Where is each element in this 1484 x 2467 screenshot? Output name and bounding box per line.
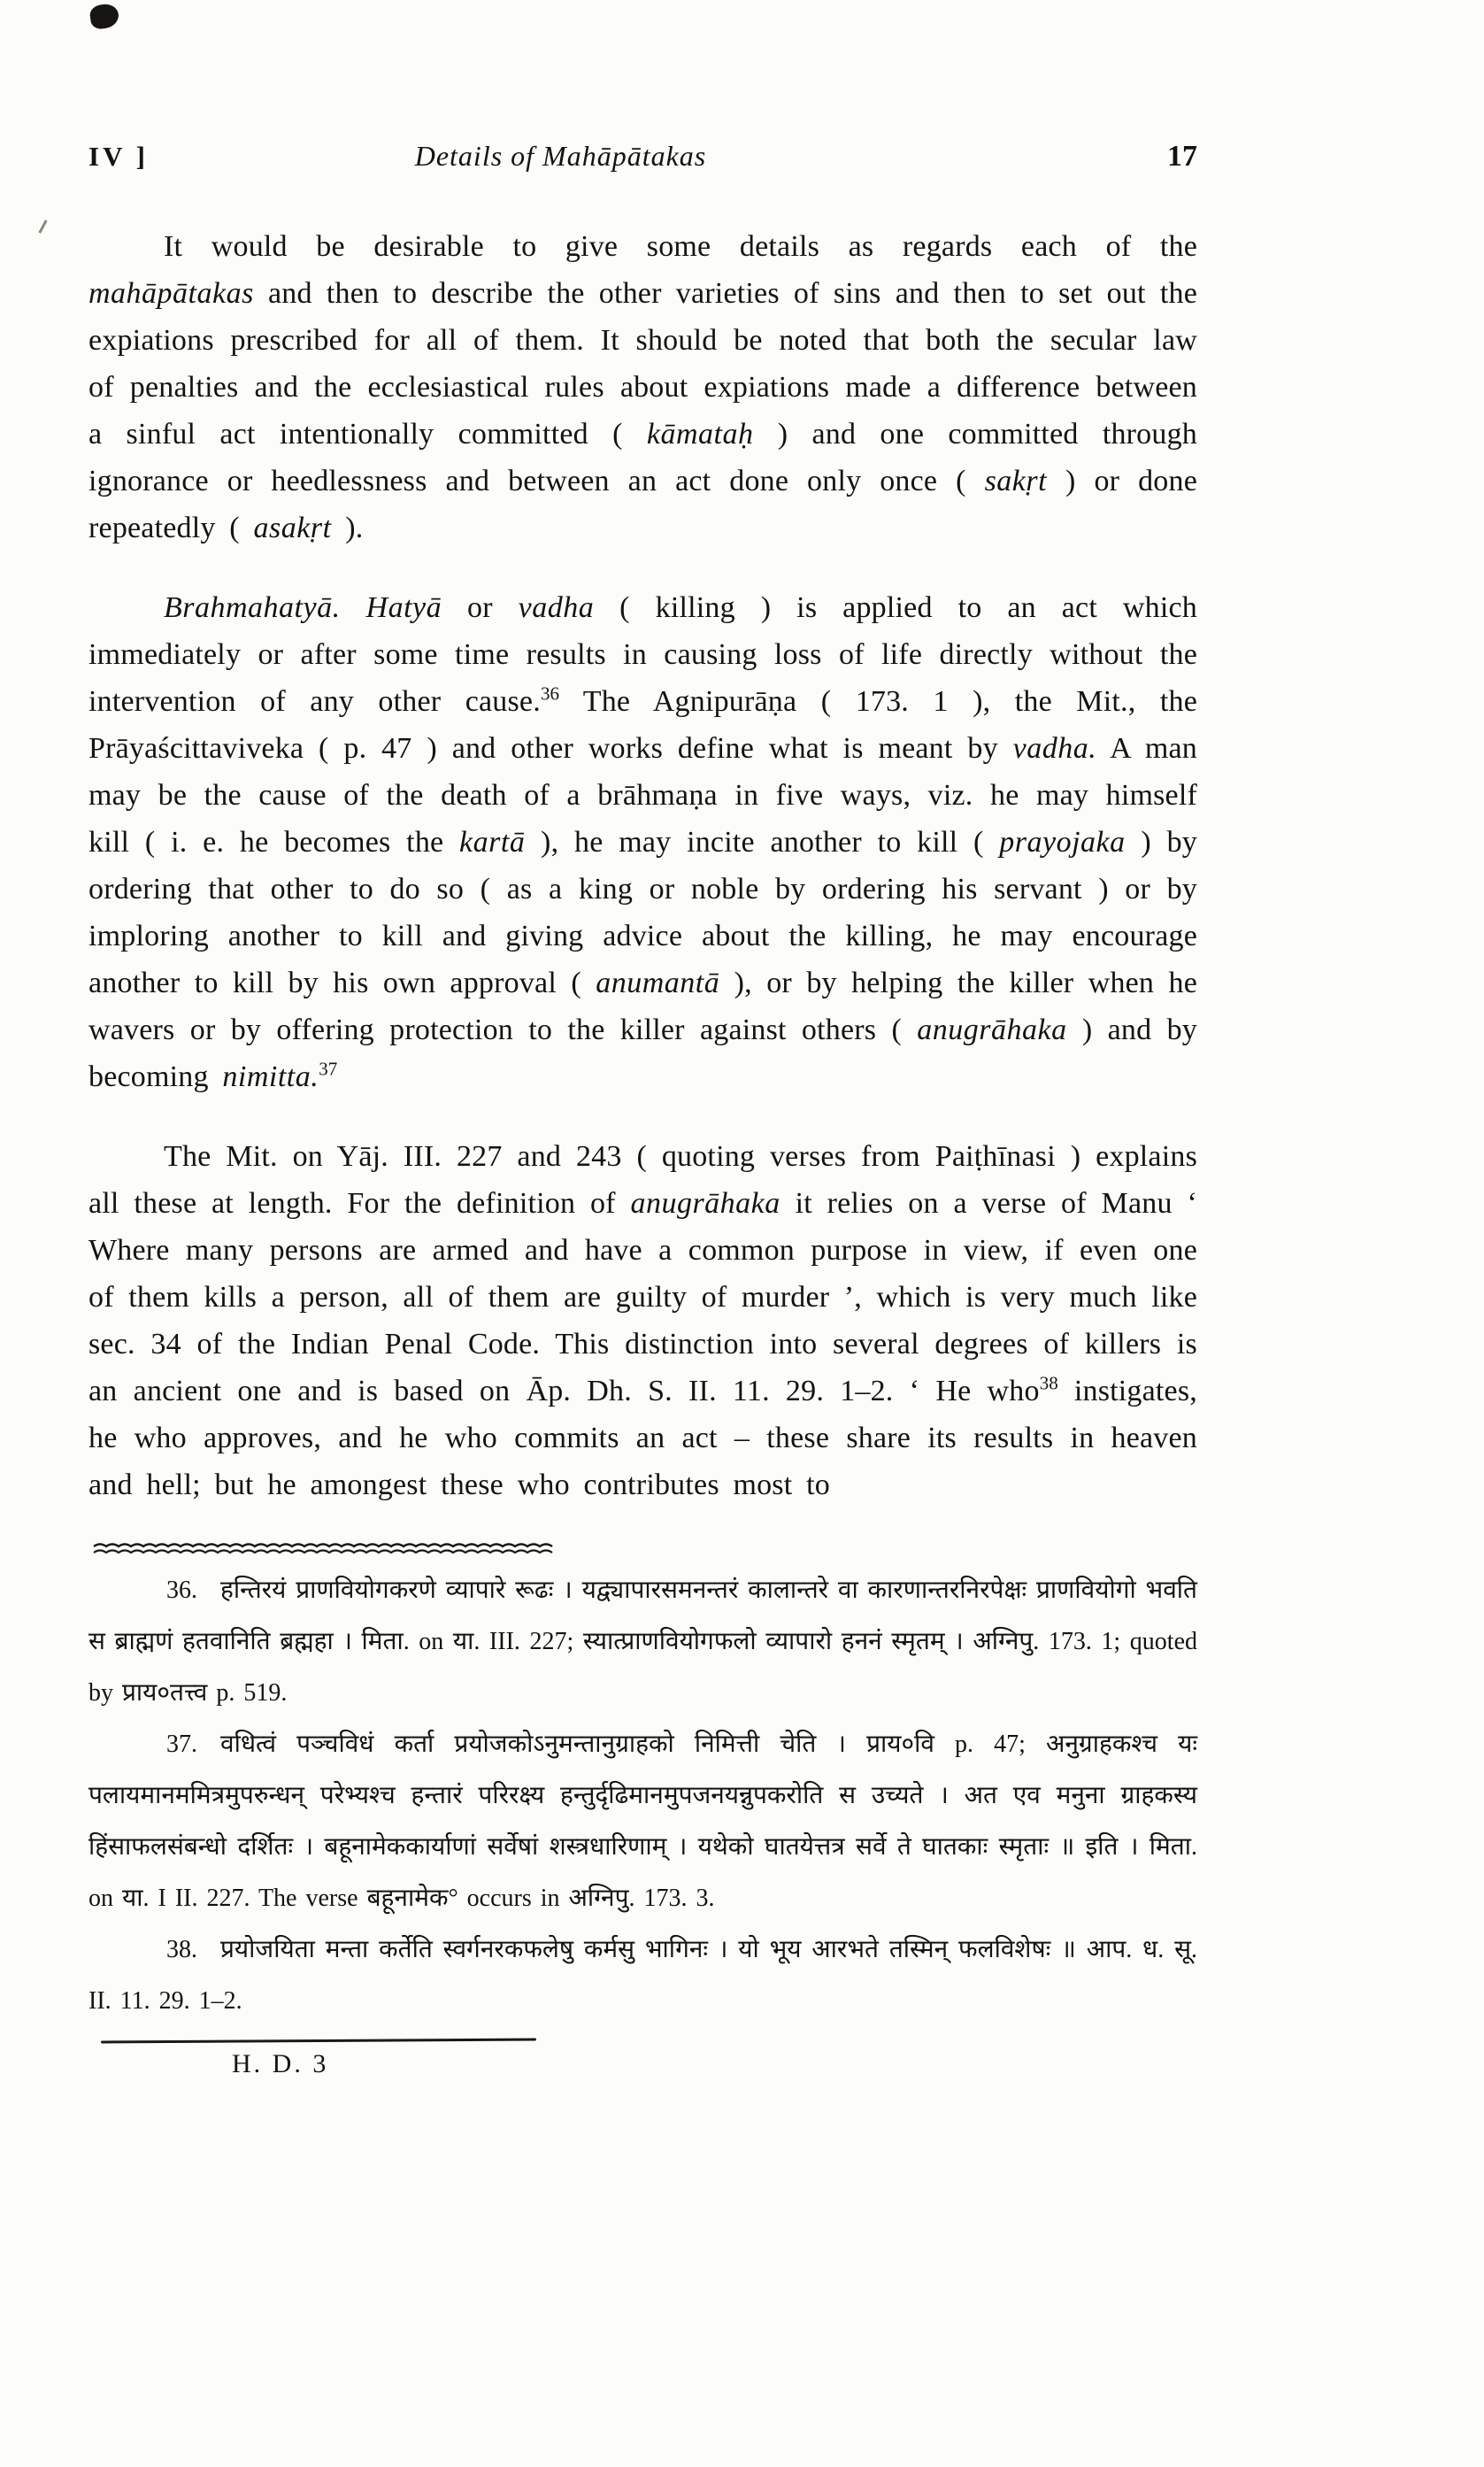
italic-term: prayojaka: [999, 826, 1126, 859]
text-run: ) and one committed through ignorance or heedlessness and between an act done only once (: [88, 418, 1197, 497]
chapter-marker: IV ]: [88, 141, 149, 172]
footnote: [88, 1924, 1197, 2027]
text-run: ), he may incite another to kill (: [525, 826, 1000, 859]
italic-term: sakṛt: [984, 465, 1048, 497]
footnote-ref: 36: [540, 682, 559, 705]
italic-term: anugrāhaka: [630, 1187, 780, 1220]
italic-term: Hatyā: [365, 591, 442, 624]
page-header: [88, 140, 1197, 173]
text-run: and then to describe the other varieties of sins and then to set out the expiations prescribed for all of them. It should be noted that both the secular law of penalties and the ecclesiastical rules about expiations made a difference between a sinful act intentionally committed (: [88, 277, 1197, 451]
footnote-number: 36.: [166, 1577, 197, 1604]
text-run: A man may be the cause of the death of a brāhmaṇa in five ways, viz. he may himself kill ( i. e. he becomes the: [88, 732, 1198, 859]
footnote-text: हन्तिरयं प्राणवियोगकरणे व्यापारे रूढः । यद्व्यापारसमनन्तरं कालान्तरे वा कारणान्तरनिरपेक्षः प्राणवियोगो भवति स ब्राह्मणं हतवानिति ब्रह्महा । मिता. on या. III. 227; स्यात्प्राणवियोगफलो व्यापारो हननं स्मृतम् । अग्निपु. 173. 1; quoted by प्राय०तत्त्व p. 519.: [88, 1577, 1197, 1707]
paragraph: [88, 584, 1197, 1100]
footnote-divider: [92, 1540, 557, 1556]
italic-term: Brahmahatyā.: [164, 591, 341, 624]
text-run: ), or by helping the killer when he wavers or by offering protection to the killer against others (: [88, 967, 1198, 1046]
text-run: ).: [331, 512, 364, 544]
footnote-number: 38.: [166, 1936, 197, 1963]
signature-rule: [101, 2038, 536, 2043]
text-run: instigates, he who approves, and he who commits an act – these share its results in heaven and hell; but he amongest these who contributes most to: [88, 1375, 1197, 1501]
italic-term: asakṛt: [253, 512, 332, 544]
text-run: It would be desirable to give some details as regards each of the: [164, 230, 1197, 263]
italic-term: vadha.: [1012, 732, 1097, 765]
text-run: ( killing ) is applied to an act which immediately or after some time results in causing loss of life directly without the intervention of any other cause.: [88, 591, 1197, 718]
signature-mark: H. D. 3: [232, 2049, 329, 2078]
paragraph: [88, 223, 1197, 551]
text-run: ) by ordering that other to do so ( as a king or noble by ordering his servant ) or by imploring another to kill and giving advice about the killing, he may encourage another to kill by his own approval (: [88, 826, 1197, 999]
paragraph: [88, 1133, 1197, 1508]
text-run: The Agnipurāṇa ( 173. 1 ), the Mit., the Prāyaścittaviveka ( p. 47 ) and other works define what is meant by: [88, 685, 1198, 765]
text-run: or: [442, 591, 519, 624]
scan-artifact: [88, 3, 119, 30]
italic-term: kāmataḥ: [646, 418, 754, 451]
page-number: 17: [1167, 140, 1197, 173]
scan-artifact: [38, 220, 47, 234]
running-title: Details of Mahāpātakas: [414, 140, 707, 172]
footnote-text: प्रयोजयिता मन्ता कर्तेति स्वर्गनरकफलेषु कर्मसु भागिनः । यो भूय आरभते तस्मिन् फलविशेषः ॥ आप. ध. सू. II. 11. 29. 1–2.: [88, 1936, 1197, 2015]
footnote-text: वधित्वं पञ्चविधं कर्ता प्रयोजकोऽनुमन्तानुग्राहको निमित्ती चेति । प्राय०वि p. 47; अनुग्राहकश्च यः पलायमानममित्रमुपरुन्धन् परेभ्यश्च हन्तारं परिरक्ष्य हन्तुर्दृढिमानमुपजनयन्नुपकरोति स उच्यते । अत एव मनुना ग्राहकस्य हिंसाफलसंबन्धो दर्शितः । बहूनामेककार्याणां सर्वेषां शस्त्रधारिणाम् । यथेको घातयेत्तत्र सर्वे ते घातकाः स्मृताः ॥ इति । मिता. on या. I II. 227. The verse बहूनामेक° occurs in अग्निपु. 173. 3.: [88, 1731, 1197, 1912]
italic-term: vadha: [518, 591, 595, 624]
italic-term: kartā: [459, 826, 526, 859]
footnote: [88, 1719, 1197, 1924]
italic-term: mahāpātakas: [88, 277, 254, 310]
italic-term: nimitta.: [222, 1060, 319, 1093]
footnote: [88, 1565, 1197, 1719]
italic-term: anugrāhaka: [917, 1014, 1067, 1046]
body-text: [88, 223, 1197, 1508]
footnotes: [88, 1565, 1197, 2027]
signature-row: [88, 2039, 1197, 2079]
text-run: it relies on a verse of Manu ‘ Where many persons are armed and have a common purpose in view, if even one of them kills a person, all of them are guilty of murder ’, which is very much like sec. 34 of the Indian Penal Code. This distinction into several degrees of killers is an ancient one and is based on Āp. Dh. S. II. 11. 29. 1–2. ‘ He who: [88, 1187, 1197, 1407]
footnote-ref: 38: [1039, 1372, 1058, 1394]
italic-term: anumantā: [596, 967, 720, 999]
text-run: [341, 591, 366, 624]
text-run: The Mit. on Yāj. III. 227 and 243 ( quoting verses from Paiṭhīnasi ) explains all these at length. For the definition of: [88, 1140, 1197, 1220]
footnote-number: 37.: [166, 1731, 197, 1758]
footnote-ref: 37: [319, 1058, 338, 1080]
text-run: ) or done repeatedly (: [88, 465, 1197, 544]
text-run: ) and by becoming: [88, 1014, 1197, 1093]
